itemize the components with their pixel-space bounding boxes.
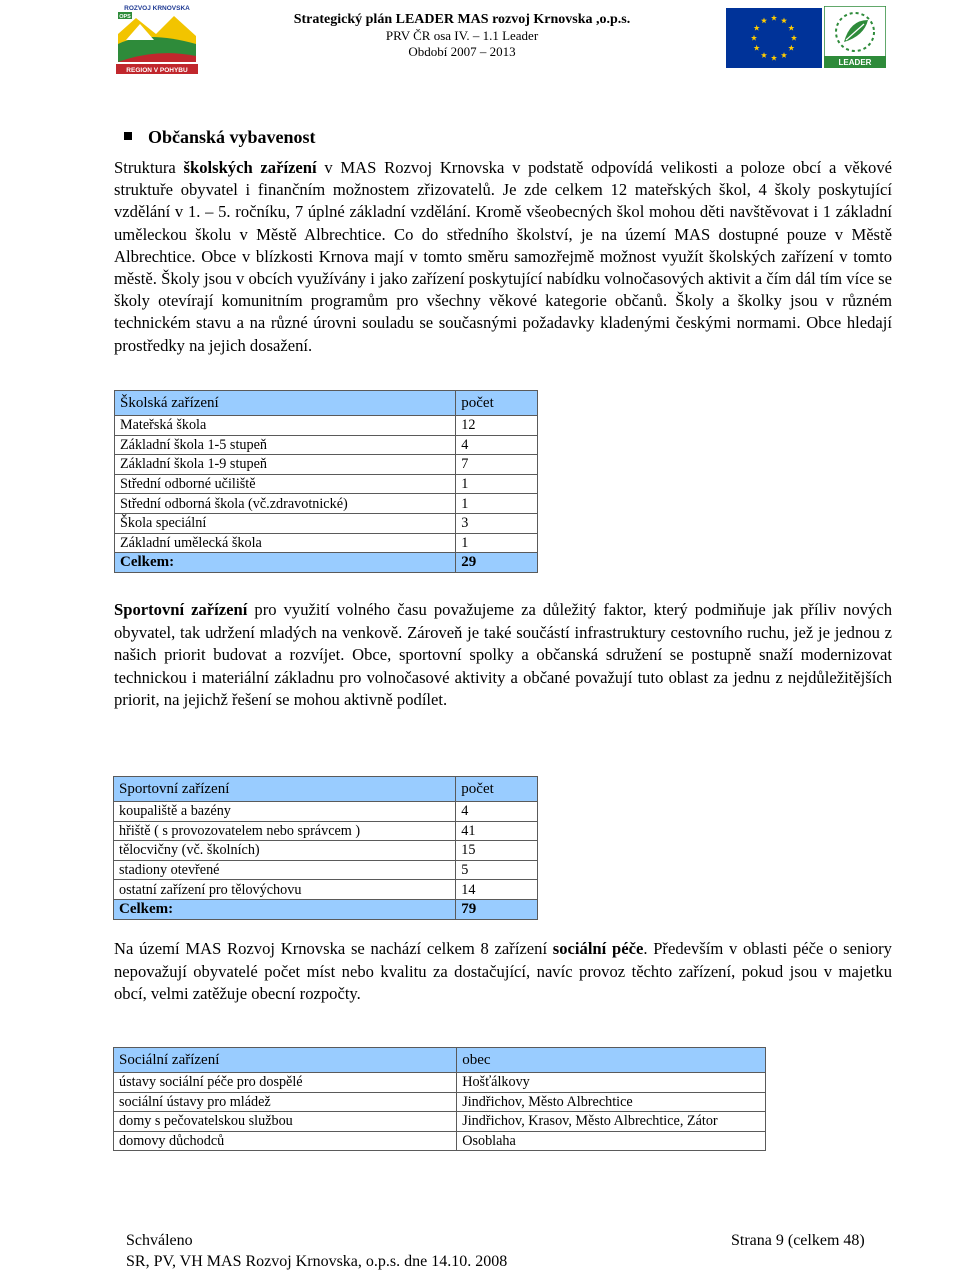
paragraph-social	[114, 938, 892, 1006]
paragraph-sports-keyword: Sportovní zařízení	[114, 600, 248, 619]
paragraph-schools-keyword: školských zařízení	[183, 158, 317, 177]
table-cell-value: 1	[456, 533, 538, 553]
footer-approval	[126, 1230, 507, 1270]
table-cell-label: Celkem:	[114, 899, 456, 919]
paragraph-sports	[114, 599, 892, 712]
table-cell-value: 41	[456, 821, 538, 841]
table-cell-label: stadiony otevřené	[114, 860, 456, 880]
table-row	[115, 513, 538, 533]
square-bullet-icon	[124, 132, 132, 140]
logo-ops-text: OPS	[119, 14, 131, 20]
table-row	[115, 435, 538, 455]
table-row	[115, 416, 538, 436]
table-cell-value: počet	[456, 391, 538, 416]
table-total-row	[114, 899, 538, 919]
table-header-row	[115, 391, 538, 416]
logo-bottom-text: REGION V POHYBU	[126, 67, 188, 74]
paragraph-social-keyword: sociální péče	[552, 939, 644, 958]
paragraph-social-intro: Na území MAS Rozvoj Krnovska se nachází celkem 8 zařízení	[114, 939, 553, 958]
section-heading	[124, 126, 316, 148]
table-total-row	[115, 553, 538, 573]
leader-logo	[824, 6, 886, 68]
table-row	[115, 474, 538, 494]
table-row	[115, 533, 538, 553]
table-cell-label: Střední odborné učiliště	[115, 474, 456, 494]
table-cell-value: Hošťálkovy	[457, 1073, 766, 1093]
footer-approved-label: Schváleno	[126, 1232, 193, 1249]
table-cell-value: 15	[456, 841, 538, 861]
table-cell-label: ostatní zařízení pro tělovýchovu	[114, 880, 456, 900]
table-cell-value: 29	[456, 553, 538, 573]
table-cell-label: domy s pečovatelskou službou	[114, 1112, 457, 1132]
table-cell-label: Školská zařízení	[115, 391, 456, 416]
table-cell-label: Mateřská škola	[115, 416, 456, 436]
table-cell-label: tělocvičny (vč. školních)	[114, 841, 456, 861]
table-row	[114, 841, 538, 861]
table-cell-label: Základní škola 1-5 stupeň	[115, 435, 456, 455]
table-row	[114, 860, 538, 880]
social-table	[113, 1047, 766, 1151]
section-heading-text: Občanská vybavenost	[148, 127, 316, 147]
table-row	[115, 455, 538, 475]
header-program: PRV ČR osa IV. – 1.1 Leader	[385, 28, 539, 43]
table-row	[114, 802, 538, 822]
paragraph-schools	[114, 157, 892, 357]
document-header	[262, 12, 662, 60]
header-title: Strategický plán LEADER MAS rozvoj Krnovska ,o.p.s.	[293, 12, 631, 27]
header-period: Období 2007 – 2013	[408, 44, 516, 59]
table-cell-label: Sociální zařízení	[114, 1048, 457, 1073]
table-cell-label: ústavy sociální péče pro dospělé	[114, 1073, 457, 1093]
table-cell-label: hřiště ( s provozovatelem nebo správcem )	[114, 821, 456, 841]
table-header-row	[114, 1048, 766, 1073]
mas-rozvoj-krnovska-logo	[116, 4, 198, 74]
table-cell-label: sociální ústavy pro mládež	[114, 1092, 457, 1112]
table-cell-value: 5	[456, 860, 538, 880]
table-row	[115, 494, 538, 514]
table-cell-value: obec	[457, 1048, 766, 1073]
table-cell-value: 12	[456, 416, 538, 436]
table-cell-value: Jindřichov, Krasov, Město Albrechtice, Zátor	[457, 1112, 766, 1132]
table-cell-label: Sportovní zařízení	[114, 777, 456, 802]
footer-approved-by: SR, PV, VH MAS Rozvoj Krnovska, o.p.s. dne 14.10. 2008	[126, 1253, 508, 1270]
table-cell-value: 4	[456, 802, 538, 822]
table-header-row	[114, 777, 538, 802]
page-number: Strana 9 (celkem 48)	[731, 1232, 865, 1249]
table-row	[114, 1112, 766, 1132]
table-cell-value: 14	[456, 880, 538, 900]
table-row	[114, 1073, 766, 1093]
table-cell-value: 79	[456, 899, 538, 919]
schools-table	[114, 390, 538, 573]
table-cell-label: Celkem:	[115, 553, 456, 573]
table-row	[114, 880, 538, 900]
table-cell-value: 4	[456, 435, 538, 455]
table-row	[114, 1131, 766, 1151]
eu-flag-icon	[726, 8, 822, 68]
table-cell-value: 1	[456, 474, 538, 494]
table-row	[114, 1092, 766, 1112]
paragraph-schools-body: v MAS Rozvoj Krnovska v podstatě odpovídá velikosti a poloze obcí a věkové struktuře obyvatel i finančním možnostem zřizovatelů. Je zde celkem 12 mateřských škol, 4 školy poskytující vzdělání v 1. – 5. ročníku, 7 úplné základní vzdělání. Kromě všeobecných škol mohou děti navštěvovat i 1 základní uměleckou školu v Městě Albrechtice. Co do středního školství, je na území MAS dostupné pouze v Městě Albrechtice. Obce v blízkosti Krnova mají v tomto směru samozřejmě možnost využít školských zařízení v tomto městě. Školy jsou v obcích využívány i jako zařízení poskytující nabídku volnočasových aktivit a čím dál tím více se školy otevírají komunitním programům pro všechny věkové kategorie občanů. Školy a školky jsou v různém technickém stavu a na různé úrovni souladu se současnými požadavky kladenými českými normami. Obce hledají prostředky na jejich dosažení.	[114, 158, 893, 355]
table-cell-value: počet	[456, 777, 538, 802]
table-cell-label: koupaliště a bazény	[114, 802, 456, 822]
sports-table	[113, 776, 538, 920]
table-cell-label: Základní škola 1-9 stupeň	[115, 455, 456, 475]
table-cell-label: Škola speciální	[115, 513, 456, 533]
table-cell-label: Střední odborná škola (vč.zdravotnické)	[115, 494, 456, 514]
paragraph-social-body: . Především v oblasti péče o seniory nepovažují obyvatelé počet míst nebo kvalitu za dostačující, navíc provoz těchto zařízení, pokud jsou v majetku obcí, velmi zatěžuje obecní rozpočty.	[114, 939, 892, 1003]
table-cell-value: Jindřichov, Město Albrechtice	[457, 1092, 766, 1112]
table-cell-value: 3	[456, 513, 538, 533]
table-cell-value: 7	[456, 455, 538, 475]
table-cell-label: Základní umělecká škola	[115, 533, 456, 553]
table-row	[114, 821, 538, 841]
table-cell-value: 1	[456, 494, 538, 514]
paragraph-sports-body: pro využití volného času považujeme za důležitý faktor, který podmiňuje jak příliv nových obyvatel, tak udržení mladých na venkově. Zároveň je také součástí infrastruktury cestovního ruchu, jež je jednou z našich priorit budovat a rozvíjet. Obce, sportovní spolky a občanská sdružení se postupně snaží modernizovat technickou i materiální základnu pro volnočasové aktivity a občané považují tuto oblast za jednu z nejdůležitějších priorit, na jejichž řešení se mohou aktivně podílet.	[114, 600, 892, 709]
table-cell-label: domovy důchodců	[114, 1131, 457, 1151]
table-cell-value: Osoblaha	[457, 1131, 766, 1151]
logo-top-text: ROZVOJ KRNOVSKA	[124, 5, 190, 12]
paragraph-schools-intro: Struktura	[114, 158, 184, 177]
leader-logo-text: LEADER	[838, 58, 872, 67]
